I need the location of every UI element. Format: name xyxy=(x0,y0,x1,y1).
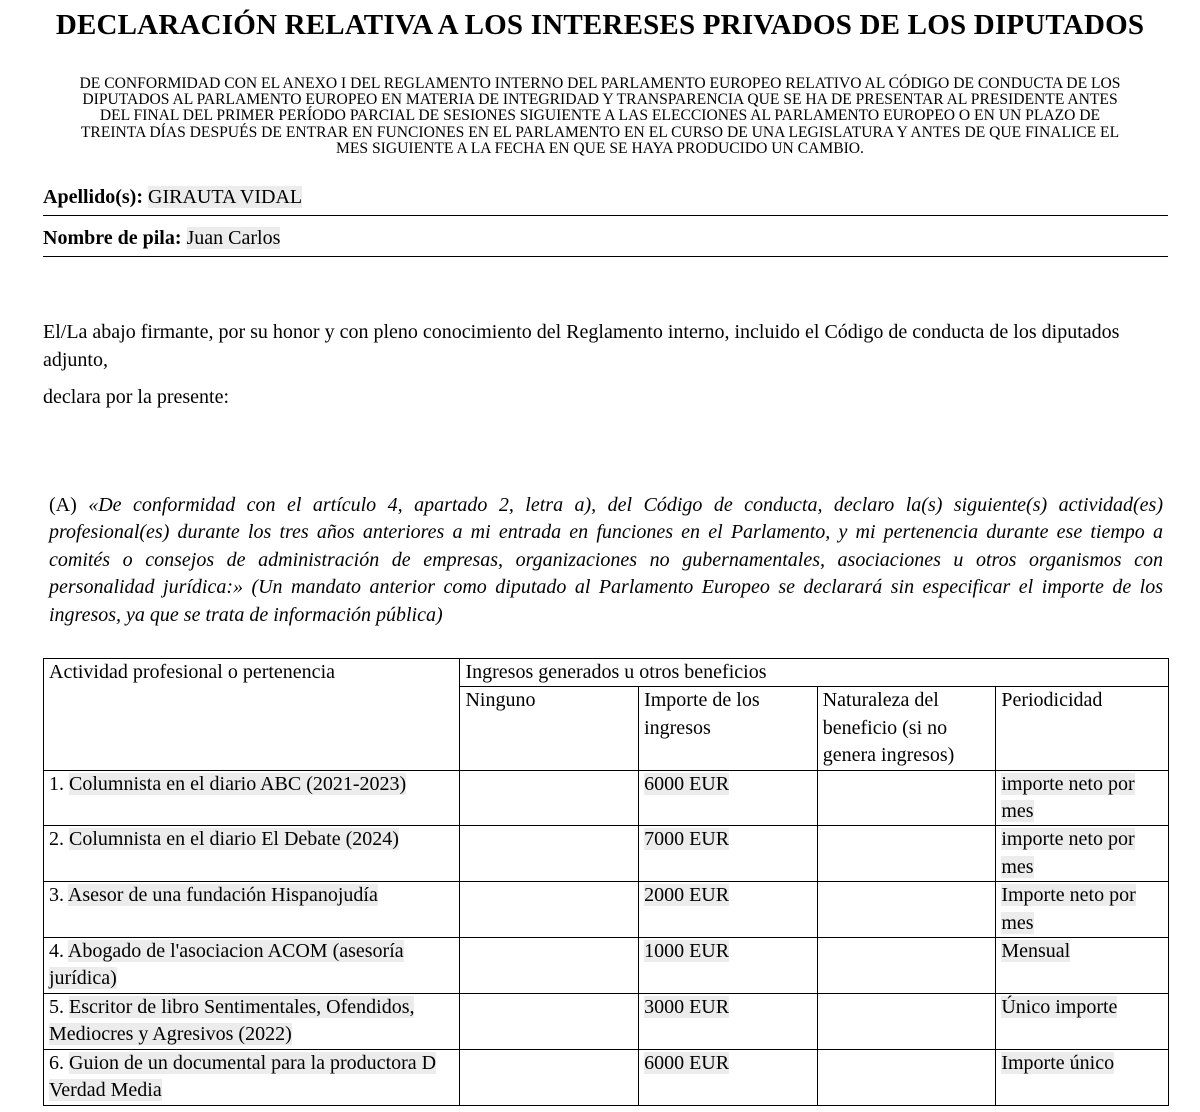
declares-text: declara por la presente: xyxy=(43,386,230,408)
activities-table xyxy=(43,658,1169,1106)
activity-cell xyxy=(44,1049,460,1105)
activity-number: 2. xyxy=(49,828,64,851)
nature-cell xyxy=(817,993,996,1049)
header-amount: Importe de los ingresos xyxy=(639,687,818,770)
header-income-group-end xyxy=(996,659,1169,687)
amount-cell-text: 6000 EUR xyxy=(644,772,730,795)
amount-cell xyxy=(639,826,818,882)
amount-cell xyxy=(639,882,818,938)
none-cell xyxy=(460,1049,639,1105)
periodicity-cell-text: Importe neto por mes xyxy=(1001,884,1136,934)
first-name-field xyxy=(43,227,1168,257)
first-name-label: Nombre de pila: xyxy=(43,227,182,249)
activity-text: Columnista en el diario ABC (2021-2023) xyxy=(69,772,407,795)
periodicity-cell xyxy=(996,882,1169,938)
activity-text: Columnista en el diario El Debate (2024) xyxy=(69,828,399,851)
activity-cell xyxy=(44,882,460,938)
none-cell xyxy=(460,882,639,938)
first-name-value: Juan Carlos xyxy=(186,227,281,249)
table-row xyxy=(44,770,1169,826)
periodicity-cell-text: importe neto por mes xyxy=(1001,828,1135,878)
amount-cell-text: 1000 EUR xyxy=(644,940,730,963)
periodicity-cell-text: Mensual xyxy=(1001,940,1071,963)
activity-text: Asesor de una fundación Hispanojudía xyxy=(67,884,378,907)
activity-cell xyxy=(44,993,460,1049)
table-row xyxy=(44,882,1169,938)
amount-cell xyxy=(639,993,818,1049)
preamble-text: DE CONFORMIDAD CON EL ANEXO I DEL REGLAMENTO INTERNO DEL PARLAMENTO EUROPEO RELATIVO AL CÓDIGO DE CONDUCTA DE LOS DIPUTADOS AL PARLAMENTO EUROPEO EN MATERIA DE INTEGRIDAD Y TRANSPARENCIA QUE SE HA DE PRESENTAR AL PRESIDENTE ANTES DEL FINAL DEL PRIMER PERÍODO PARCIAL DE SESIONES SIGUIENTE A LAS ELECCIONES AL PARLAMENTO EUROPEO O EN UN PLAZO DE TREINTA DÍAS DESPUÉS DE ENTRAR EN FUNCIONES EN EL PARLAMENTO EN EL CURSO DE UNA LEGISLATURA Y ANTES DE QUE FINALICE EL MES SIGUIENTE A LA FECHA EN QUE SE HAYA PRODUCIDO UN CAMBIO. xyxy=(79,75,1121,157)
amount-cell-text: 6000 EUR xyxy=(644,1051,730,1074)
periodicity-cell xyxy=(996,1049,1169,1105)
periodicity-cell-text: Importe único xyxy=(1001,1051,1115,1074)
none-cell xyxy=(460,938,639,994)
section-a-prefix: (A) xyxy=(49,494,77,516)
amount-cell xyxy=(639,938,818,994)
nature-cell xyxy=(817,882,996,938)
periodicity-cell-text: Único importe xyxy=(1001,995,1118,1018)
nature-cell xyxy=(817,1049,996,1105)
activity-text: Guion de un documental para la productora D Verdad Media xyxy=(49,1051,437,1102)
table-row xyxy=(44,826,1169,882)
table-row xyxy=(44,993,1169,1049)
table-row xyxy=(44,1049,1169,1105)
amount-cell xyxy=(639,770,818,826)
nature-cell xyxy=(817,826,996,882)
periodicity-cell xyxy=(996,993,1169,1049)
periodicity-cell xyxy=(996,938,1169,994)
table-header-row-1 xyxy=(44,659,1169,687)
periodicity-cell-text: importe neto por mes xyxy=(1001,772,1135,823)
header-income-group: Ingresos generados u otros beneficios xyxy=(460,659,996,687)
none-cell xyxy=(460,826,639,882)
activity-text: Escritor de libro Sentimentales, Ofendidos, Mediocres y Agresivos (2022) xyxy=(49,995,415,1046)
activity-number: 1. xyxy=(49,772,64,795)
amount-cell-text: 3000 EUR xyxy=(644,995,730,1018)
nature-cell xyxy=(817,770,996,826)
activity-cell xyxy=(44,826,460,882)
surname-field xyxy=(43,186,1168,216)
declaration-text: El/La abajo firmante, por su honor y con pleno conocimiento del Reglamento interno, incluido el Código de conducta de los diputados adjunto, xyxy=(43,321,1120,371)
activity-number: 4. xyxy=(49,940,64,963)
activity-number: 5. xyxy=(49,995,64,1018)
section-a-text: «De conformidad con el artículo 4, apartado 2, letra a), del Código de conducta, declaro la(s) siguiente(s) actividad(es) profesional(es) durante los tres años anteriores a mi entrada en funciones en el Parlamento, y mi pertenencia durante ese tiempo a comités o consejos de administración de empresas, organizaciones no gubernamentales, asociaciones u otros organismos con personalidad jurídica:» (Un mandato anterior como diputado al Parlamento Europeo se declarará sin especificar el importe de los ingresos, ya que se trata de información pública) xyxy=(49,494,1163,626)
activity-cell xyxy=(44,938,460,994)
header-none: Ninguno xyxy=(460,687,639,770)
amount-cell-text: 7000 EUR xyxy=(644,828,730,851)
periodicity-cell xyxy=(996,770,1169,826)
nature-cell xyxy=(817,938,996,994)
activity-cell xyxy=(44,770,460,826)
table-row xyxy=(44,938,1169,994)
activity-text: Abogado de l'asociacion ACOM (asesoría jurídica) xyxy=(49,940,404,990)
amount-cell xyxy=(639,1049,818,1105)
periodicity-cell xyxy=(996,826,1169,882)
amount-cell-text: 2000 EUR xyxy=(644,884,730,907)
activity-number: 3. xyxy=(49,884,64,907)
section-a xyxy=(49,492,1163,629)
none-cell xyxy=(460,770,639,826)
header-nature: Naturaleza del beneficio (si no genera ingresos) xyxy=(817,687,996,770)
none-cell xyxy=(460,993,639,1049)
header-periodicity: Periodicidad xyxy=(996,687,1169,770)
header-activity: Actividad profesional o pertenencia xyxy=(44,659,460,771)
activity-number: 6. xyxy=(49,1051,64,1074)
page-title: DECLARACIÓN RELATIVA A LOS INTERESES PRIVADOS DE LOS DIPUTADOS xyxy=(55,9,1145,41)
surname-value: GIRAUTA VIDAL xyxy=(148,186,303,208)
surname-label: Apellido(s): xyxy=(43,186,143,208)
